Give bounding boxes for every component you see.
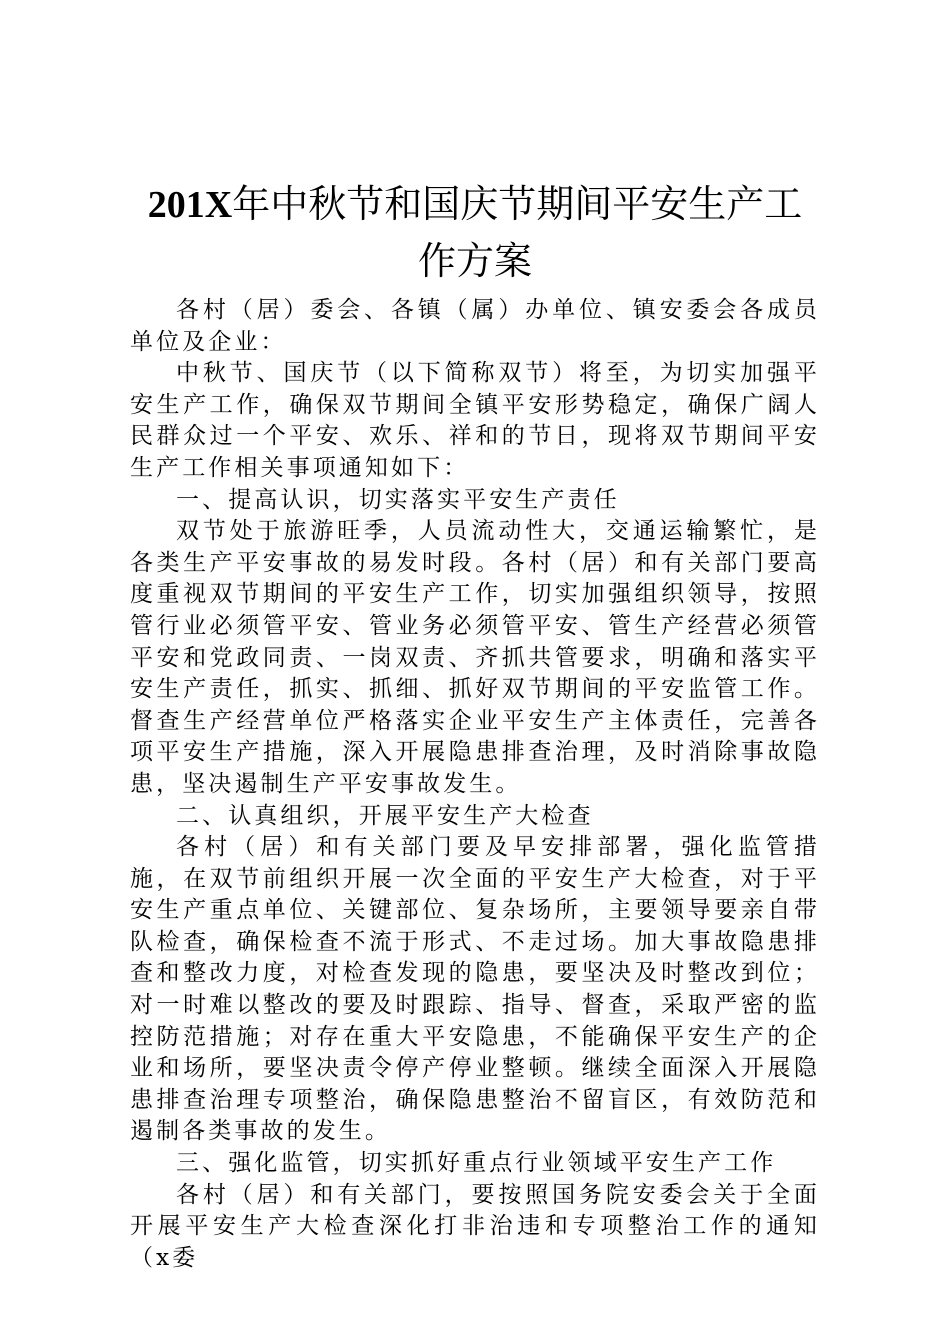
section-body-2: 各村（居）和有关部门要及早安排部署，强化监管措施，在双节前组织开展一次全面的平安生产大检查，对于平安生产重点单位、关键部位、复杂场所，主要领导要亲自带队检查，确保检查不流于形式、不走过场。加大事故隐患排查和整改力度，对检查发现的隐患，要坚决及时整改到位；对一时难以整改的要及时跟踪、指导、督查，采取严密的监控防范措施；对存在重大平安隐患，不能确保平安生产的企业和场所，要坚决责令停产停业整顿。继续全面深入开展隐患排查治理专项整治，确保隐患整治不留盲区，有效防范和遏制各类事故的发生。 xyxy=(130,834,820,1145)
intro-paragraph: 中秋节、国庆节（以下简称双节）将至，为切实加强平安生产工作，确保双节期间全镇平安形势稳定，确保广阔人民群众过一个平安、欢乐、祥和的节日，现将双节期间平安生产工作相关事项通知如下： xyxy=(130,360,820,481)
document-title xyxy=(130,176,820,289)
title-year: 201X xyxy=(147,184,233,226)
document-body xyxy=(130,295,820,1274)
section-heading-2: 二、认真组织，开展平安生产大检查 xyxy=(176,802,594,829)
section-body-1: 双节处于旅游旺季，人员流动性大，交通运输繁忙，是各类生产平安事故的易发时段。各村（居）和有关部门要高度重视双节期间的平安生产工作，切实加强组织领导，按照管行业必须管平安、管业务必须管平安、管生产经营必须管平安和党政同责、一岗双责、齐抓共管要求，明确和落实平安生产责任，抓实、抓细、抓好双节期间的平安监管工作。督查生产经营单位严格落实企业平安生产主体责任，完善各项平安生产措施，深入开展隐患排查治理，及时消除事故隐患，坚决遏制生产平安事故发生。 xyxy=(130,518,820,797)
section-body-3: 各村（居）和有关部门，要按照国务院安委会关于全面开展平安生产大检查深化打非治违和专项整治工作的通知（x委 xyxy=(130,1181,820,1271)
section-heading-1: 一、提高认识，切实落实平安生产责任 xyxy=(176,486,620,513)
salutation-paragraph: 各村（居）委会、各镇（属）办单位、镇安委会各成员单位及企业： xyxy=(130,297,820,355)
title-text: 年中秋节和国庆节期间平安生产工作方案 xyxy=(232,182,803,283)
section-heading-3: 三、强化监管，切实抓好重点行业领域平安生产工作 xyxy=(176,1150,777,1177)
